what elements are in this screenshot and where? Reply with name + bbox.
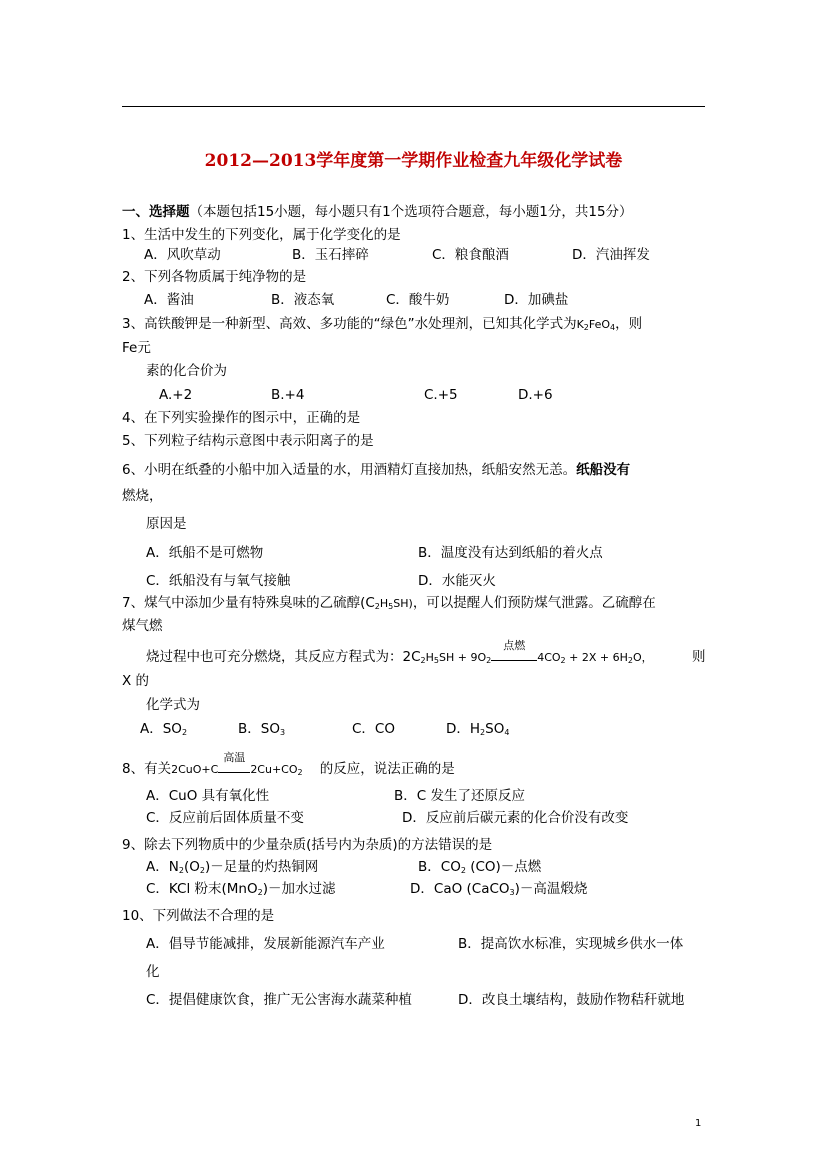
q2-option-a: A．酱油	[144, 292, 194, 308]
q4-stem: 4、在下列实验操作的图示中，正确的是	[122, 410, 361, 426]
q6-stem: 6、小明在纸叠的小船中加入适量的水，用酒精灯直接加热，纸船安然无恙。纸船没有	[122, 462, 631, 478]
q7-stem-line5: 化学式为	[146, 697, 200, 713]
q8-option-a: A．CuO 具有氧化性	[146, 788, 270, 804]
page-number: 1	[695, 1118, 702, 1129]
q7-stem-line4: X 的	[122, 673, 150, 689]
q3-option-c: C.+5	[424, 387, 458, 403]
q9-stem: 9、除去下列物质中的少量杂质(括号内为杂质)的方法错误的是	[122, 837, 493, 853]
q6-stem-line2: 燃烧，	[122, 488, 163, 504]
q2-option-b: B．液态氧	[271, 292, 335, 308]
q10-stem: 10、下列做法不合理的是	[122, 908, 275, 924]
q6-option-b: B．温度没有达到纸船的着火点	[418, 545, 603, 561]
q1-stem: 1、生活中发生的下列变化，属于化学变化的是	[122, 227, 401, 243]
q6-option-c: C．纸船没有与氧气接触	[146, 573, 291, 589]
q7-option-b: B．$SO_3$	[238, 721, 286, 737]
q6-stem-line3: 原因是	[146, 516, 187, 532]
q6-option-a: A．纸船不是可燃物	[146, 545, 264, 561]
q7-stem: 7、煤气中添加少量有特殊臭味的乙硫醇$(C_2H_5SH)$，可以提醒人们预防煤气泄露。乙硫醇在	[122, 595, 656, 611]
q10-option-c: C．提倡健康饮食，推广无公害海水蔬菜种植	[146, 992, 412, 1008]
q6-option-d: D．水能灭火	[418, 573, 496, 589]
q10-option-b: B．提高饮水标准，实现城乡供水一体	[458, 936, 684, 952]
q7-stem-line2: 煤气燃	[122, 618, 163, 634]
q10-option-b-cont: 化	[146, 964, 160, 980]
q7-option-a: A．$SO_2$	[140, 721, 188, 737]
q9-option-a: A．$N_2(O_2)-$足量的灼热铜网	[146, 859, 319, 875]
q9-option-d: D．CaO (CaCO$_3$)－高温煅烧	[410, 881, 588, 897]
q10-option-a: A．倡导节能减排，发展新能源汽车产业	[146, 936, 385, 952]
q7-equation-line: 烧过程中也可充分燃烧，其反应方程式为：$2C_2H_5SH + 9O_2$ 点燃 $4CO_2 + 2X + 6H_2O$，	[146, 639, 653, 665]
q3-option-a: A.+2	[159, 387, 193, 403]
q3-option-b: B.+4	[271, 387, 305, 403]
q10-option-d: D．改良土壤结构，鼓励作物秸秆就地	[458, 992, 685, 1008]
q3-stem-line2: Fe元	[122, 340, 151, 356]
q5-stem: 5、下列粒子结构示意图中表示阳离子的是	[122, 433, 374, 449]
q8-option-b: B．C 发生了还原反应	[394, 788, 525, 804]
q3-stem: 3、高铁酸钾是一种新型、高效、多功能的“绿色”水处理剂，已知其化学式为$K_2FeO_4$，则	[122, 316, 643, 332]
q3-option-d: D.+6	[518, 387, 553, 403]
header-rule	[122, 106, 705, 107]
q7-option-d: D．$H_2SO_4$	[446, 721, 510, 737]
q2-stem: 2、下列各物质属于纯净物的是	[122, 269, 307, 285]
q3-stem-line3: 素的化合价为	[146, 363, 227, 379]
reaction-arrow: 高温	[218, 762, 250, 773]
section-header	[122, 203, 633, 221]
q1-option-b: B．玉石摔碎	[292, 247, 369, 263]
q9-option-c: C．KCl 粉末(MnO$_2$)－加水过滤	[146, 881, 336, 897]
q1-option-c: C．粮食酿酒	[432, 247, 509, 263]
q9-option-b: B．$CO_2$ (CO)－点燃	[418, 859, 542, 875]
q1-option-d: D．汽油挥发	[572, 247, 650, 263]
q2-option-d: D．加碘盐	[504, 292, 569, 308]
q8-option-d: D．反应前后碳元素的化合价没有改变	[402, 810, 629, 826]
section-label: 一、选择题	[122, 204, 190, 220]
page-title: 2012—2013学年度第一学期作业检查九年级化学试卷	[204, 151, 623, 171]
q2-option-c: C．酸牛奶	[386, 292, 450, 308]
q7-option-c: C．CO	[352, 721, 395, 737]
q7-line3-end: 则	[692, 649, 706, 665]
q1-option-a: A．风吹草动	[144, 247, 221, 263]
q8-option-c: C．反应前后固体质量不变	[146, 810, 304, 826]
reaction-arrow: 点燃	[491, 650, 537, 661]
section-note: （本题包括15小题，每小题只有1个选项符合题意，每小题1分，共15分）	[189, 204, 633, 220]
q8-stem: 8、有关2CuO+C 高温 $2Cu+CO_2$ 的反应，说法正确的是	[122, 751, 455, 777]
